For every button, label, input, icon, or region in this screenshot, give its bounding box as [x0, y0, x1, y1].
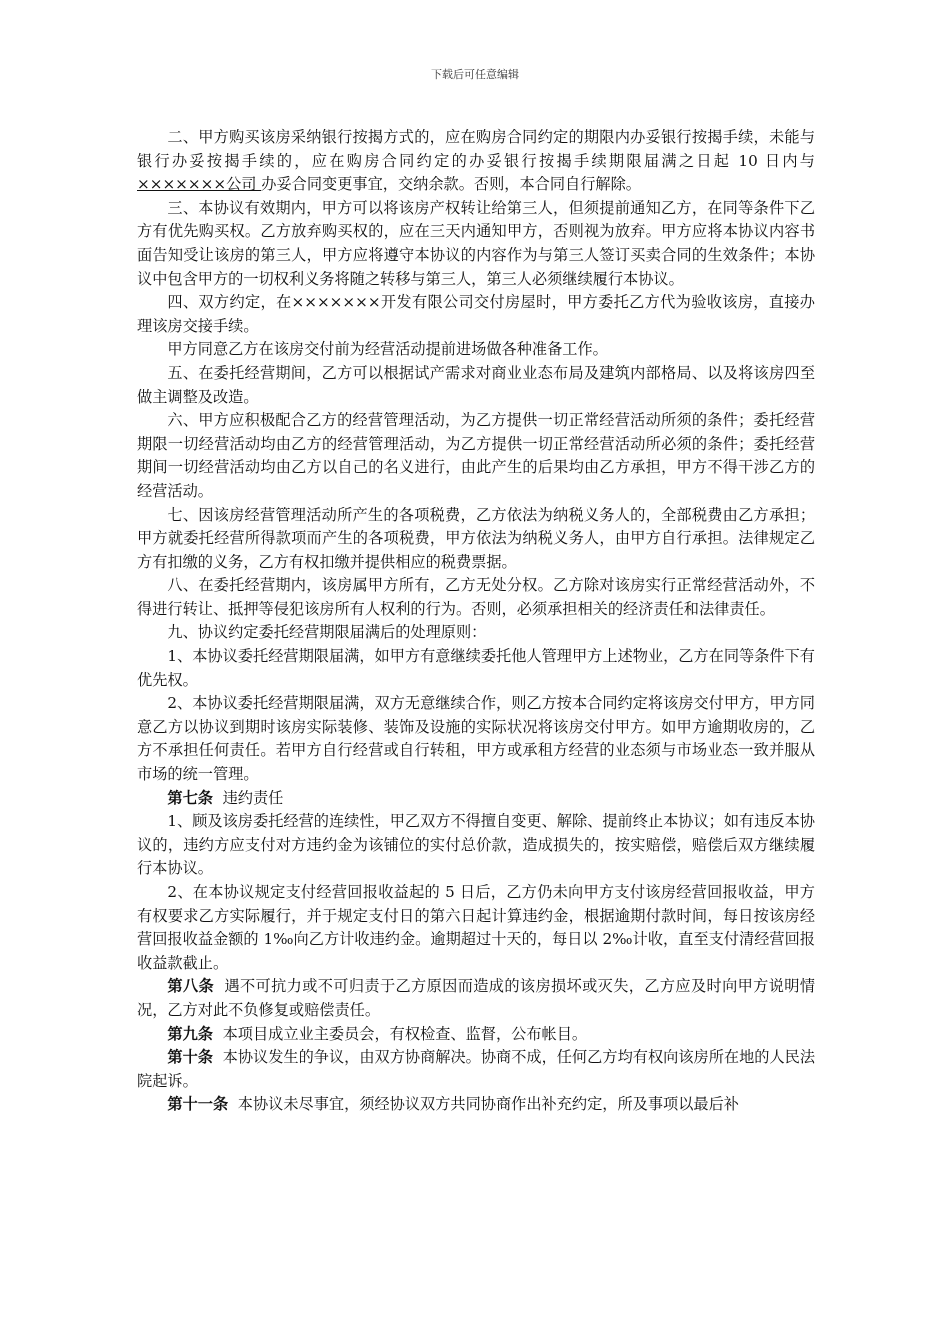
article-label: 第十条	[167, 1048, 213, 1067]
article-label: 第十一条	[167, 1095, 229, 1114]
paragraph-6: 六、甲方应积极配合乙方的经营管理活动，为乙方提供一切正常经营活动所须的条件；委托经营期限一切经营活动均由乙方的经营管理活动，为乙方提供一切正常经营活动所必须的条件；委托经营期间一切经营活动均由乙方以自己的名义进行，由此产生的后果均由乙方承担，甲方不得干涉乙方的经营活动。	[137, 411, 815, 500]
paragraph-4: 四、双方约定，在×××××××开发有限公司交付房屋时，甲方委托乙方代为验收该房，直接办理该房交接手续。	[137, 293, 815, 335]
article-11: 第十一条 本协议未尽事宜，须经协议双方共同协商作出补充约定，所及事项以最后补	[167, 1095, 739, 1114]
article-label: 第八条	[167, 977, 215, 996]
paragraph-3: 三、本协议有效期内，甲方可以将该房产权转让给第三人，但须提前通知乙方，在同等条件下乙方有优先购买权。乙方放弃购买权的，应在三天内通知甲方，否则视为放弃。甲方应将本协议内容书面告知受让该房的第三人，甲方应将遵守本协议的内容作为与第三人签订买卖合同的生效条件；本协议中包含甲方的一切权利义务将随之转移与第三人，第三人必须继续履行本协议。	[137, 198, 815, 288]
paragraph-5: 五、在委托经营期间，乙方可以根据试产需求对商业业态布局及建筑内部格局、以及将该房四至做主调整及改造。	[137, 363, 815, 406]
article-7-item-1: 1、顾及该房委托经营的连续性，甲乙双方不得擅自变更、解除、提前终止本协议；如有违反本协议的，违约方应支付对方违约金为该铺位的实付总价款，造成损失的，按实赔偿，赔偿后双方继续履行本协议。	[137, 812, 815, 878]
article-7-heading: 第七条 违约责任	[167, 788, 284, 807]
article-8: 第八条 遇不可抗力或不可归责于乙方原因而造成的该房损坏或灭失，乙方应及时向甲方说明情况，乙方对此不负修复或赔偿责任。	[137, 977, 816, 1019]
article-label: 第七条	[167, 788, 213, 807]
article-9: 第九条 本项目成立业主委员会，有权检查、监督，公布帐目。	[167, 1024, 588, 1043]
article-label: 第九条	[167, 1024, 213, 1043]
article-10: 第十条 本协议发生的争议，由双方协商解决。协商不成，任何乙方均有权向该房所在地的人民法院起诉。	[137, 1048, 816, 1090]
paragraph-9-item-2: 2、本协议委托经营期限届满，双方无意继续合作，则乙方按本合同约定将该房交付甲方，甲方同意乙方以协议到期时该房实际装修、装饰及设施的实际状况将该房交付甲方。如甲方逾期收房的，乙方不承担任何责任。若甲方自行经营或自行转租，甲方或承租方经营的业态须与市场业态一致并服从市场的统一管理。	[137, 694, 815, 784]
paragraph-8: 八、在委托经营期内，该房属甲方所有，乙方无处分权。乙方除对该房实行正常经营活动外，不得进行转让、抵押等侵犯该房所有人权利的行为。否则，必须承担相关的经济责任和法律责任。	[137, 576, 815, 618]
paragraph-2: 二、甲方购买该房采纳银行按揭方式的，应在购房合同约定的期限内办妥银行按揭手续，未能与银行办妥按揭手续的，应在购房合同约定的办妥银行按揭手续期限届满之日起 10 日内与 ×××××××公司 办妥合同变更事宜，交纳余款。否则，本合同自行解除。	[137, 128, 815, 194]
page-header: 下载后可任意编辑	[431, 68, 519, 81]
article-7-item-2: 2、在本协议规定支付经营回报收益起的 5 日后，乙方仍未向甲方支付该房经营回报收益，甲方有权要求乙方实际履行，并于规定支付日的第六日起计算违约金，根据逾期付款时间，每日按该房经营回报收益金额的 1‰向乙方计收违约金。逾期超过十天的，每日以 2‰计收，直至支付清经营回报收益款截止。	[137, 883, 815, 972]
company-name-blank: ×××××××公司	[137, 175, 262, 194]
document-body	[137, 126, 815, 1117]
paragraph-7: 七、因该房经营管理活动所产生的各项税费，乙方依法为纳税义务人的，全部税费由乙方承担；甲方就委托经营所得款项而产生的各项税费，甲方依法为纳税义务人，由甲方自行承担。法律规定乙方有扣缴的义务，乙方有权扣缴并提供相应的税费票据。	[137, 505, 815, 571]
paragraph-9-item-1: 1、本协议委托经营期限届满，如甲方有意继续委托他人管理甲方上述物业，乙方在同等条件下有优先权。	[137, 647, 815, 689]
paragraph-9: 九、协议约定委托经营期限届满后的处理原则：	[167, 623, 487, 642]
paragraph-4-note: 甲方同意乙方在该房交付前为经营活动提前进场做各种准备工作。	[167, 340, 608, 359]
